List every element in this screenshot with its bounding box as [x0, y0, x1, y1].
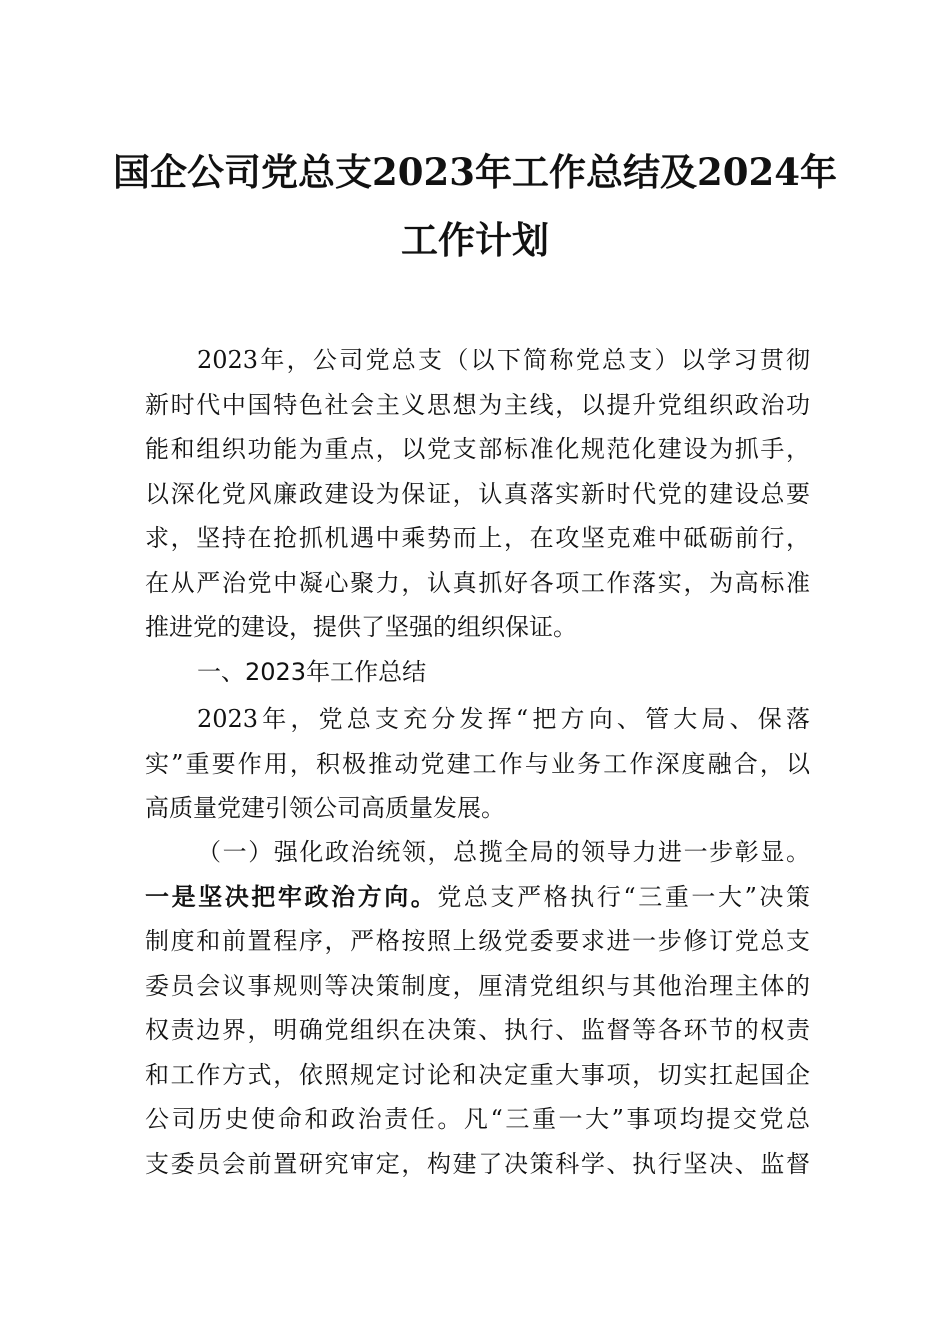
intro-paragraph: [145, 338, 810, 650]
text-line-lead: [145, 875, 810, 920]
text-line: 制度和前置程序，严格按照上级党委要求进一步修订党总支: [145, 927, 810, 955]
text-line: 能和组织功能为重点，以党支部标准化规范化建设为抓手，: [145, 435, 810, 463]
section-1-heading-block: [145, 650, 810, 695]
text-line: 支委员会前置研究审定，构建了决策科学、执行坚决、监督: [145, 1149, 810, 1178]
text-line: 新时代中国特色社会主义思想为主线，以提升党组织政治功: [145, 390, 810, 419]
text-line: 2023年，公司党总支（以下简称党总支）以学习贯彻: [197, 346, 810, 374]
text-line: 委员会议事规则等决策制度，厘清党组织与其他治理主体的: [145, 971, 810, 1000]
subsection-1-heading: （一）强化政治统领，总揽全局的领导力进一步彰显。: [197, 838, 810, 866]
text-line: 和工作方式，依照规定讨论和决定重大事项，切实扛起国企: [145, 1060, 810, 1089]
text-line: 公司历史使命和政治责任。凡“三重一大”事项均提交党总: [145, 1105, 810, 1133]
subsection-1-paragraph: [145, 830, 810, 1186]
section-1-intro-paragraph: [145, 697, 810, 831]
text-line: 以深化党风廉政建设为保证，认真落实新时代党的建设总要: [145, 479, 810, 508]
lead-rest-text: 党总支严格执行“三重一大”决策: [437, 882, 810, 911]
text-line: 高质量党建引领公司高质量发展。: [145, 794, 505, 822]
document-title-line-2: 工作计划: [401, 218, 549, 262]
text-line: 推进党的建设，提供了坚强的组织保证。: [145, 613, 577, 641]
section-1-heading: 一、2023年工作总结: [197, 658, 427, 686]
text-line: 求，坚持在抢抓机遇中乘势而上，在攻坚克难中砥砺前行，: [145, 524, 810, 552]
text-line: 权责边界，明确党组织在决策、执行、监督等各环节的权责: [145, 1016, 810, 1044]
text-line: 在从严治党中凝心聚力，认真抓好各项工作落实，为高标准: [145, 568, 810, 597]
text-line: 实”重要作用，积极推动党建工作与业务工作深度融合，以: [145, 749, 810, 778]
document-title-line-1: 国企公司党总支2023年工作总结及2024年: [113, 150, 837, 194]
text-line: 2023年，党总支充分发挥“把方向、管大局、保落: [197, 705, 810, 733]
lead-bold-text: 一是坚决把牢政治方向。: [145, 881, 438, 911]
